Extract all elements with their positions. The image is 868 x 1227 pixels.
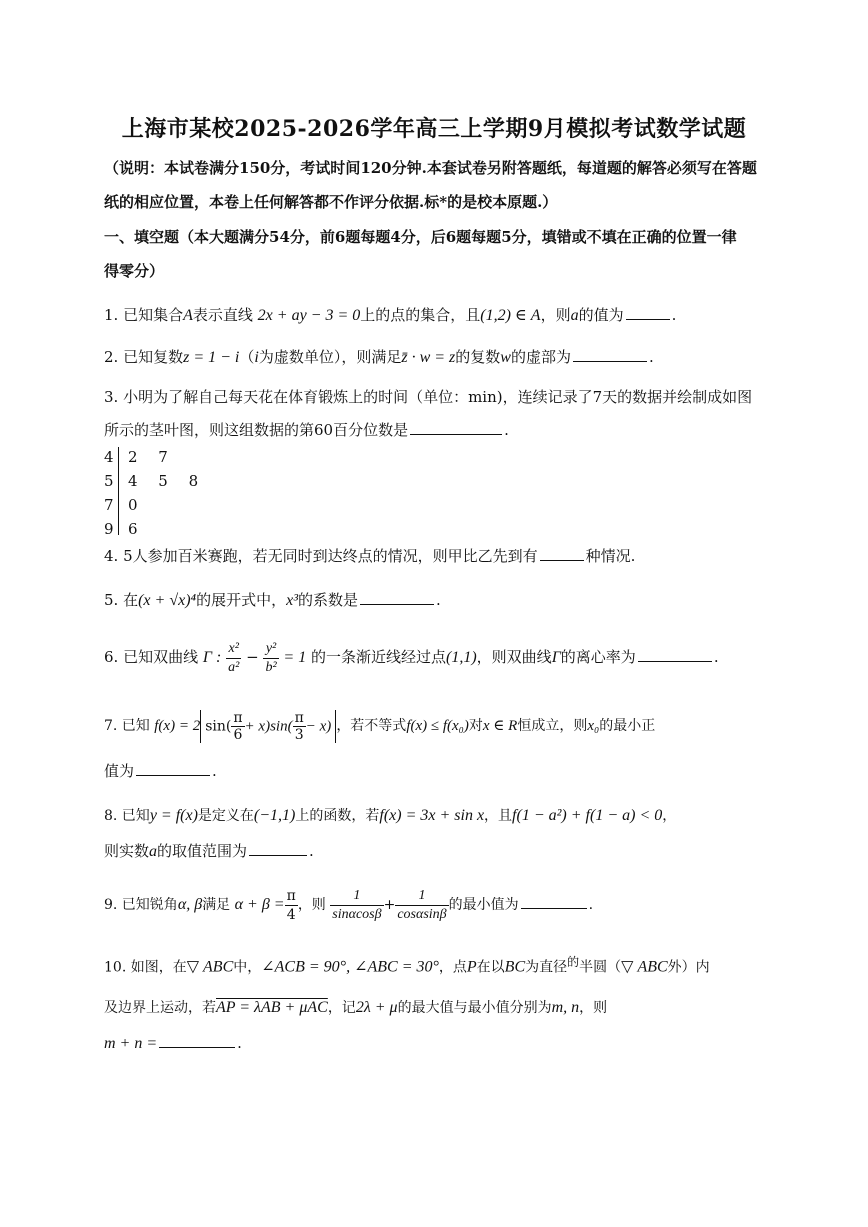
question-7-line-2: 值为 . bbox=[104, 762, 217, 780]
fraction: $\frac{1}{\cos\alpha\sin\beta}$ bbox=[397, 887, 447, 922]
exam-note-line-1: （说明：本试卷满分150分，考试时间120分钟.本套试卷另附答题纸，每道题的解答必须写在答题 bbox=[104, 159, 757, 177]
stem-leaf-plot bbox=[104, 445, 206, 541]
stem-leaf-row: 4 2 7 bbox=[104, 448, 176, 466]
question-1: 1. 已知集合A表示直线 2x + ay − 3 = 0上的点的集合，且(1,2) ∈ A，则a的值为 . bbox=[104, 306, 677, 324]
fraction: $\frac{\pi}{6}$ bbox=[233, 709, 243, 743]
fraction: $\frac{\text{x²}}{\text{a²}}$ bbox=[228, 640, 240, 675]
answer-blank bbox=[521, 907, 587, 909]
question-7-line-1: 7. 已知 f(x) = 2 sin( $\frac{\pi}{6}$ + x)sin( $\frac{\pi}{3}$ − x) ，若不等式f(x) ≤ f(x₀)对x ∈ R恒成立，则x₀的最小正 bbox=[104, 709, 656, 743]
answer-blank bbox=[573, 360, 647, 362]
fraction: $\frac{\pi}{3}$ bbox=[294, 709, 304, 743]
answer-blank bbox=[136, 774, 210, 776]
question-9: 9. 已知锐角α, β满足 α + β = $\frac{\pi}{4}$ ，则 $\frac{1}{\sin\alpha\cos\beta}$ + $\frac{1}{\cos\alpha\sin\beta}$ 的最小值为 . bbox=[104, 887, 594, 923]
answer-blank bbox=[626, 318, 670, 320]
answer-blank bbox=[249, 854, 307, 856]
answer-blank bbox=[638, 660, 712, 662]
question-10-line-1: 10. 如图，在▽ ABC中，∠ACB = 90°, ∠ABC = 30°，点P在以BC为直径的半圆（▽ ABC外）内 bbox=[104, 955, 710, 976]
section-heading-line-1: 一、填空题（本大题满分54分，前6题每题4分，后6题每题5分，填错或不填在正确的位置一律 bbox=[104, 228, 737, 246]
absolute-value: sin( $\frac{\pi}{6}$ + x)sin( $\frac{\pi}{3}$ − x) bbox=[200, 710, 336, 743]
question-4: 4. 5人参加百米赛跑，若无同时到达终点的情况，则甲比乙先到有 种情况. bbox=[104, 547, 636, 565]
stem-leaf-row: 7 0 bbox=[104, 496, 146, 514]
question-2: 2. 已知复数z = 1 − i（i为虚数单位），则满足z̄ · w = z的复数w的虚部为 . bbox=[104, 348, 654, 366]
fraction: $\frac{\pi}{4}$ bbox=[286, 887, 296, 923]
stem-leaf-row: 9 6 bbox=[104, 520, 146, 538]
answer-blank bbox=[159, 1046, 235, 1048]
answer-blank bbox=[410, 433, 502, 435]
section-heading-line-2: 得零分） bbox=[104, 262, 165, 280]
question-3-line-2: 所示的茎叶图，则这组数据的第60百分位数是 . bbox=[104, 421, 509, 439]
question-3-line-1: 3. 小明为了解自己每天花在体育锻炼上的时间（单位：min)，连续记录了7天的数据并绘制成如图 bbox=[104, 388, 753, 406]
answer-blank bbox=[360, 603, 434, 605]
question-5: 5. 在(x + √x)⁴的展开式中，x³的系数是 . bbox=[104, 591, 441, 609]
page-title: 上海市某校2025-2026学年高三上学期9月模拟考试数学试题 bbox=[121, 116, 747, 142]
answer-blank bbox=[540, 559, 584, 561]
question-6: 6. 已知双曲线 Γ : $\frac{\text{x²}}{\text{a²}}$ − $\frac{\text{y²}}{\text{b²}}$ = 1 的一条渐近线经过点(1,1)，则双曲线Γ的离心率为 . bbox=[104, 640, 719, 675]
question-10-line-3: m + n = . bbox=[104, 1034, 242, 1052]
fraction: $\frac{\text{y²}}{\text{b²}}$ bbox=[265, 640, 277, 675]
fraction: $\frac{1}{\sin\alpha\cos\beta}$ bbox=[332, 887, 382, 922]
exam-note-line-2: 纸的相应位置，本卷上任何解答都不作评分依据.标*的是校本原题.） bbox=[104, 193, 558, 211]
question-10-line-2: 及边界上运动，若AP = λAB + μAC，记2λ + μ的最大值与最小值分别为m, n，则 bbox=[104, 999, 608, 1016]
question-8-line-2: 则实数a的取值范围为 . bbox=[104, 842, 314, 860]
stem-leaf-row: 5 4 5 8 bbox=[104, 472, 207, 490]
question-8-line-1: 8. 已知y = f(x)是定义在(−1,1)上的函数，若f(x) = 3x + sin x，且f(1 − a²) + f(1 − a) < 0， bbox=[104, 807, 677, 824]
